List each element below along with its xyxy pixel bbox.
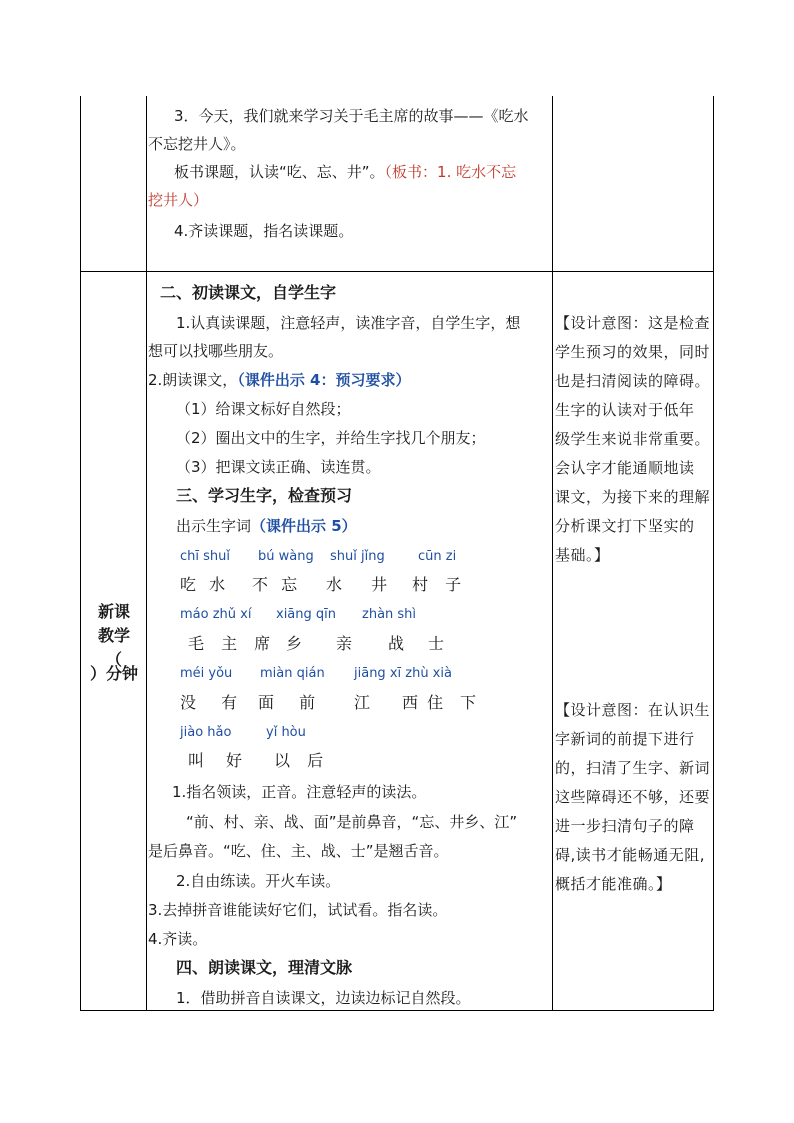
- design-note-1-line-1: 【设计意图：这是检查: [555, 314, 711, 332]
- s3-step-2b: 是后鼻音。“吃、住、主、战、士”是翘舌音。: [148, 842, 449, 860]
- design-note-1-line-4: 生字的认读对于低年: [555, 401, 695, 419]
- hanzi-4-2: 好: [226, 751, 243, 770]
- s2-item-1b: 想可以找哪些朋友。: [148, 342, 284, 360]
- table-border-col2: [552, 96, 553, 1011]
- hanzi-3-5: 下: [460, 693, 477, 712]
- hanzi-2-1: 毛 主 席: [188, 634, 277, 653]
- design-note-2-line-7: 概括才能准确。】: [555, 875, 672, 893]
- design-note-1-line-3: 也是扫清阅读的障碍。: [555, 372, 711, 390]
- table-border-col1: [146, 96, 147, 1011]
- design-note-2-line-6: 碍,读书才能畅通无阻,: [555, 846, 706, 864]
- hanzi-2-2: 乡: [286, 634, 303, 653]
- stage-label-4: ）分钟: [89, 664, 138, 683]
- pinyin-2-3: zhàn shì: [362, 607, 417, 622]
- design-note-1-line-9: 基础。】: [555, 546, 610, 564]
- s2-item-2: [148, 370, 410, 390]
- design-note-2-line-2: 字新词的前提下进行: [555, 730, 695, 748]
- design-note-1-line-8: 分析课文打下坚实的: [555, 517, 695, 535]
- hanzi-1-2: 不 忘: [252, 575, 302, 594]
- top-line-1: 3．今天，我们就来学习关于毛主席的故事——《吃水: [174, 107, 529, 125]
- design-note-1-line-6: 会认字才能通顺地读: [555, 459, 695, 477]
- pinyin-2-1: máo zhǔ xí: [180, 607, 252, 622]
- pinyin-2-2: xiāng qīn: [276, 607, 336, 622]
- pinyin-3-2: miàn qián: [260, 666, 325, 681]
- design-note-2-line-5: 进一步扫清句子的障: [555, 817, 695, 835]
- top-line-4: 挖井人）: [148, 191, 209, 209]
- section-2-title: 二、初读课文，自学生字: [160, 283, 337, 302]
- s3-show: [176, 516, 357, 536]
- board-note: （板书：1. 吃水不忘: [384, 163, 517, 181]
- design-note-2-line-1: 【设计意图：在认识生: [555, 701, 711, 719]
- s3-step-3: 2.自由练读。开火车读。: [176, 872, 341, 890]
- courseware-note-5: （课件出示 5）: [251, 517, 357, 535]
- hanzi-2-3: 亲: [336, 634, 353, 653]
- section-4-title: 四、朗读课文，理清文脉: [176, 958, 353, 977]
- design-note-1-line-7: 课文，为接下来的理解: [555, 488, 711, 506]
- design-note-1-line-5: 级学生来说非常重要。: [555, 430, 711, 448]
- stage-label-3: （: [105, 650, 122, 669]
- top-line-3: [174, 162, 516, 182]
- stage-label-1: 新课: [97, 602, 130, 621]
- design-note-2-line-3: 的，扫清了生字、新词: [555, 759, 711, 777]
- hanzi-4-3: 以 后: [274, 751, 330, 770]
- design-note-1-line-2: 学生预习的效果，同时: [555, 343, 711, 361]
- pinyin-1-2: bú wàng: [258, 549, 314, 564]
- design-note-2-line-4: 这些障碍还不够，还要: [555, 788, 711, 806]
- table-border-bottom: [80, 1010, 714, 1011]
- s4-step-1: 1．借助拼音自读课文，边读边标记自然段。: [176, 989, 471, 1007]
- s2-item-1a: 1.认真读课题，注意轻声，读准字音，自学生字，想: [176, 314, 521, 332]
- pinyin-4-1: jiào hǎo: [180, 725, 232, 740]
- table-border-right: [713, 96, 714, 1011]
- hanzi-3-2: 面 前: [258, 693, 326, 712]
- pinyin-1-4: cūn zi: [418, 549, 457, 564]
- top-line-3-text: 板书课题，认读“吃、忘、井”。: [174, 163, 385, 181]
- s2-req-2: （2）圈出文中的生字，并给生字找几个朋友；: [176, 429, 486, 447]
- hanzi-1-3: 水 井: [326, 575, 400, 594]
- s2-item-2-text: 2.朗读课文，: [148, 371, 238, 389]
- s2-req-1: （1）给课文标好自然段；: [176, 400, 351, 418]
- hanzi-1-1: 吃 水: [180, 575, 230, 594]
- hanzi-4-1: 叫: [188, 751, 205, 770]
- courseware-note-4: （课件出示 4：预习要求）: [237, 371, 411, 389]
- s3-show-text: 出示生字词: [176, 517, 252, 535]
- s3-step-5: 4.齐读。: [148, 930, 208, 948]
- hanzi-2-5: 士: [428, 634, 445, 653]
- hanzi-2-4: 战: [388, 634, 405, 653]
- s3-step-4: 3.去掉拼音谁能读好它们，试试看。指名读。: [148, 901, 448, 919]
- table-row-divider: [80, 271, 714, 272]
- pinyin-4-2: yǐ hòu: [266, 725, 306, 740]
- s3-step-2a: “前、村、亲、战、面”是前鼻音，“忘、井乡、江”: [186, 813, 518, 831]
- hanzi-1-4: 村 子: [412, 575, 468, 594]
- stage-label-2: 教学: [97, 626, 130, 645]
- pinyin-1-3: shuǐ jǐng: [330, 549, 385, 564]
- table-border-left: [80, 96, 81, 1011]
- hanzi-3-1: 没 有: [180, 693, 248, 712]
- hanzi-3-4: 西 住: [402, 693, 446, 712]
- pinyin-3-1: méi yǒu: [180, 666, 233, 681]
- pinyin-1-1: chī shuǐ: [180, 549, 230, 564]
- pinyin-3-3: jiāng xī zhù xià: [354, 666, 452, 681]
- hanzi-3-3: 江: [354, 693, 371, 712]
- top-line-2: 不忘挖井人》。: [148, 135, 246, 153]
- section-3-title: 三、学习生字，检查预习: [176, 486, 353, 505]
- top-line-5: 4.齐读课题，指名读课题。: [174, 222, 354, 240]
- s2-req-3: （3）把课文读正确、读连贯。: [176, 458, 381, 476]
- s3-step-1: 1.指名领读，正音。注意轻声的读法。: [172, 783, 427, 801]
